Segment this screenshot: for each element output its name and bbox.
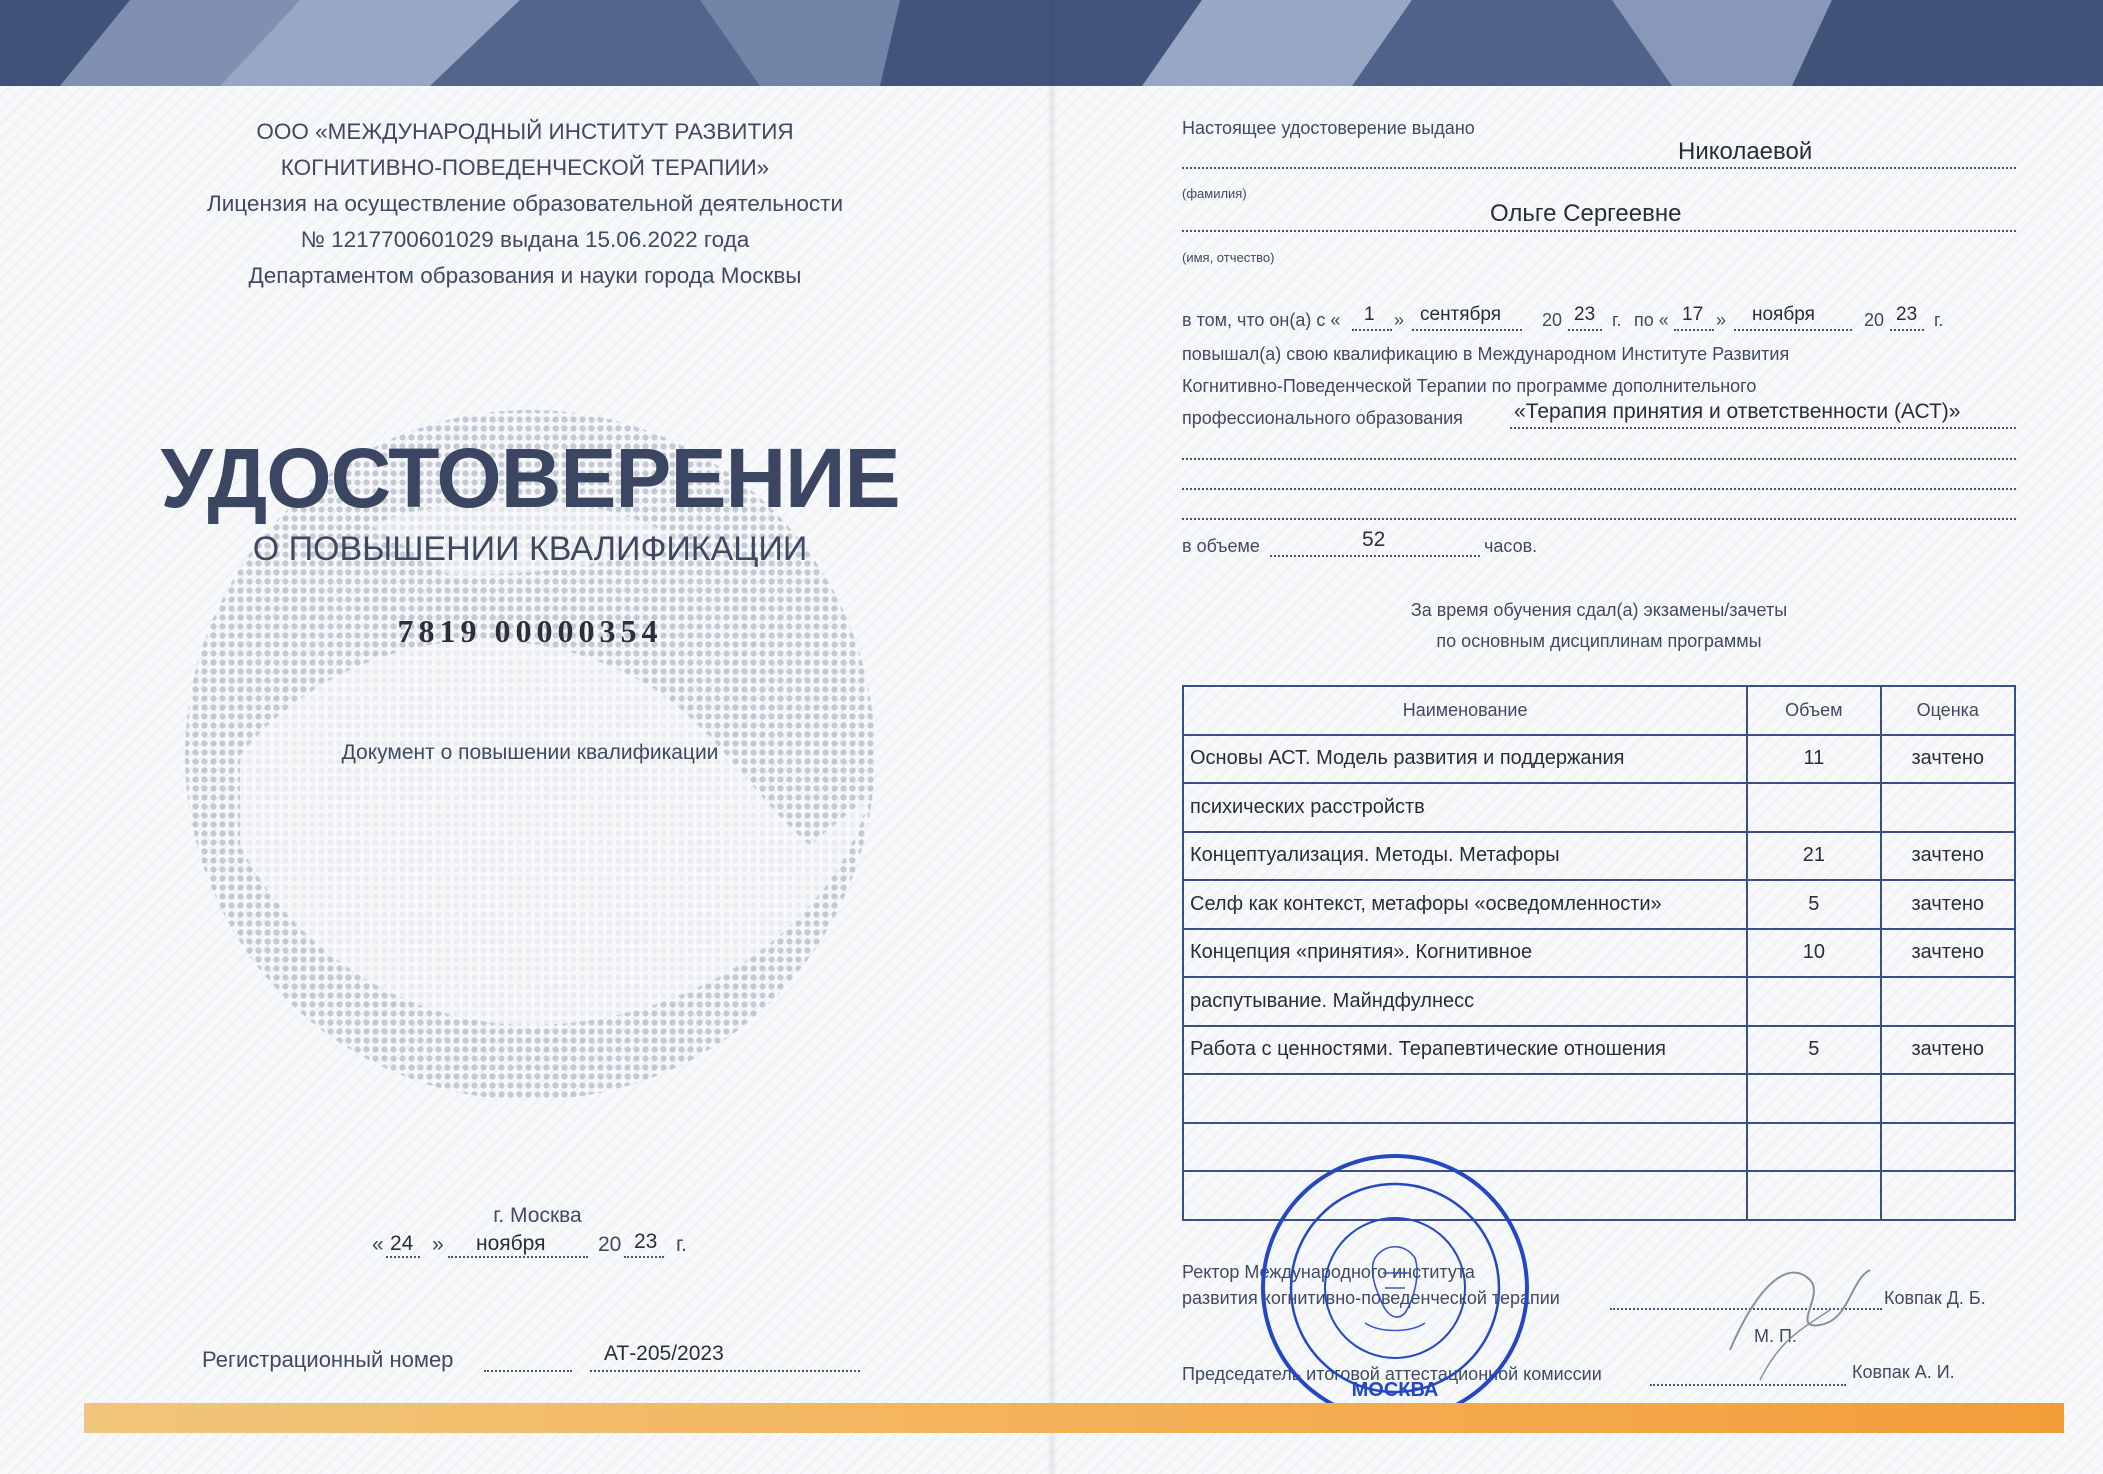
license-line: Лицензия на осуществление образовательной деятельности (206, 191, 844, 216)
column-header-name: Наименование (1183, 686, 1747, 735)
discipline-volume: 5 (1747, 880, 1880, 929)
rector-title-line-2: развития когнитивно-поведенческой терапии (1182, 1288, 1560, 1308)
date-month: ноября (476, 1232, 546, 1255)
discipline-volume: 5 (1747, 1026, 1880, 1075)
program-paragraph-1: повышал(а) свою квалификацию в Международном Институте Развития (1182, 344, 1790, 364)
discipline-volume: 11 (1747, 735, 1880, 784)
discipline-name: психических расстройств (1183, 783, 1747, 832)
volume-label: в объеме (1182, 536, 1260, 556)
exams-line-2: по основным дисциплинам программы (1436, 631, 1762, 651)
date-close-quote: » (432, 1233, 444, 1256)
table-row (1183, 880, 2015, 929)
discipline-volume (1747, 1074, 1880, 1123)
discipline-volume: 10 (1747, 929, 1880, 978)
period-from-month: сентября (1420, 304, 1502, 325)
document-title: УДОСТОВЕРЕНИЕ (160, 431, 900, 525)
registration-label: Регистрационный номер (202, 1347, 454, 1372)
volume-value: 52 (1362, 528, 1386, 551)
column-header-volume: Объем (1747, 686, 1880, 735)
period-to-month: ноября (1752, 304, 1815, 325)
column-header-grade: Оценка (1881, 686, 2016, 735)
disciplines-table (1182, 685, 2016, 1221)
program-paragraph-2: Когнитивно-Поведенческой Терапии по программе дополнительного (1182, 376, 1757, 396)
discipline-name: Основы АСТ. Модель развития и поддержания (1183, 735, 1747, 784)
issue-city: г. Москва (493, 1204, 582, 1227)
program-title: «Терапия принятия и ответственности (АСТ)» (1514, 400, 1961, 423)
period-from-close: » (1394, 310, 1405, 330)
date-suffix: г. (676, 1233, 687, 1256)
decorative-top-band-right (1052, 0, 2103, 86)
discipline-name: Работа с ценностями. Терапевтические отношения (1183, 1026, 1747, 1075)
discipline-grade (1881, 977, 2016, 1026)
issued-label: Настоящее удостоверение выдано (1182, 118, 1475, 138)
discipline-grade (1881, 1171, 2016, 1220)
table-row (1183, 977, 2015, 1026)
period-to-year-prefix: 20 (1864, 310, 1885, 330)
surname-caption: (фамилия) (1182, 186, 1247, 201)
period-from-suffix: г. (1612, 310, 1622, 330)
discipline-grade: зачтено (1881, 929, 2016, 978)
discipline-grade: зачтено (1881, 880, 2016, 929)
discipline-grade (1881, 1123, 2016, 1172)
period-from-day: 1 (1364, 304, 1375, 325)
discipline-volume (1747, 1171, 1880, 1220)
page-fold (1047, 0, 1057, 1474)
seal-place-label: М. П. (1754, 1326, 1797, 1346)
serial-number: 7819 00000354 (397, 613, 663, 649)
discipline-name: распутывание. Майндфулнесс (1183, 977, 1747, 1026)
table-row (1183, 1074, 2015, 1123)
period-to-close: » (1716, 310, 1727, 330)
discipline-name: Концепция «принятия». Когнитивное (1183, 929, 1747, 978)
period-to-year: 23 (1896, 304, 1918, 325)
document-type: Документ о повышении квалификации (341, 741, 719, 764)
signature-icon (1700, 1240, 1900, 1390)
period-to-label: по « (1634, 310, 1669, 330)
period-prefix: в том, что он(а) с « (1182, 310, 1341, 330)
discipline-name (1183, 1074, 1747, 1123)
license-issuer-line: Департаментом образования и науки города Москвы (248, 263, 802, 288)
discipline-grade (1881, 783, 2016, 832)
discipline-name: Селф как контекст, метафоры «осведомленности» (1183, 880, 1747, 929)
date-open-quote: « (372, 1233, 384, 1256)
official-seal-icon (1255, 1148, 1535, 1428)
seal-city: МОСКВА (1351, 1379, 1439, 1401)
discipline-grade: зачтено (1881, 832, 2016, 881)
discipline-name: Концептуализация. Методы. Метафоры (1183, 832, 1747, 881)
recipient-surname: Николаевой (1678, 138, 1813, 165)
date-year: 23 (634, 1230, 658, 1253)
program-paragraph-3: профессионального образования (1182, 408, 1463, 428)
issuer-line-1: ООО «МЕЖДУНАРОДНЫЙ ИНСТИТУТ РАЗВИТИЯ (256, 119, 794, 144)
table-row (1183, 832, 2015, 881)
discipline-volume: 21 (1747, 832, 1880, 881)
recipient-name-patronymic: Ольге Сергеевне (1490, 200, 1682, 227)
table-row (1183, 929, 2015, 978)
discipline-volume (1747, 977, 1880, 1026)
volume-unit: часов. (1484, 536, 1538, 556)
table-header-row (1183, 686, 2015, 735)
discipline-grade: зачтено (1881, 735, 2016, 784)
table-row (1183, 735, 2015, 784)
period-from-year: 23 (1574, 304, 1596, 325)
commission-chair-name: Ковпак А. И. (1852, 1362, 1955, 1382)
period-to-suffix: г. (1934, 310, 1944, 330)
document-subtitle: О ПОВЫШЕНИИ КВАЛИФИКАЦИИ (252, 530, 808, 568)
exams-line-1: За время обучения сдал(а) экзамены/зачеты (1410, 600, 1788, 620)
table-row (1183, 1026, 2015, 1075)
period-from-year-prefix: 20 (1542, 310, 1563, 330)
issuer-line-2: КОГНИТИВНО-ПОВЕДЕНЧЕСКОЙ ТЕРАПИИ» (280, 155, 770, 180)
discipline-grade (1881, 1074, 2016, 1123)
period-to-day: 17 (1682, 304, 1704, 325)
table-row (1183, 783, 2015, 832)
discipline-grade: зачтено (1881, 1026, 2016, 1075)
date-day: 24 (390, 1232, 414, 1255)
registration-number: АТ-205/2023 (604, 1342, 724, 1365)
name-caption: (имя, отчество) (1182, 250, 1275, 265)
rector-title-line-1: Ректор Международного института (1182, 1262, 1475, 1282)
license-number-line: № 1217700601029 выдана 15.06.2022 года (300, 227, 750, 252)
decorative-top-band (0, 0, 1052, 86)
discipline-volume (1747, 783, 1880, 832)
discipline-volume (1747, 1123, 1880, 1172)
date-year-prefix: 20 (598, 1233, 622, 1256)
commission-chair-title: Председатель итоговой аттестационной комиссии (1182, 1364, 1602, 1384)
decorative-bottom-band (84, 1403, 2064, 1433)
rector-name: Ковпак Д. Б. (1884, 1288, 1986, 1308)
